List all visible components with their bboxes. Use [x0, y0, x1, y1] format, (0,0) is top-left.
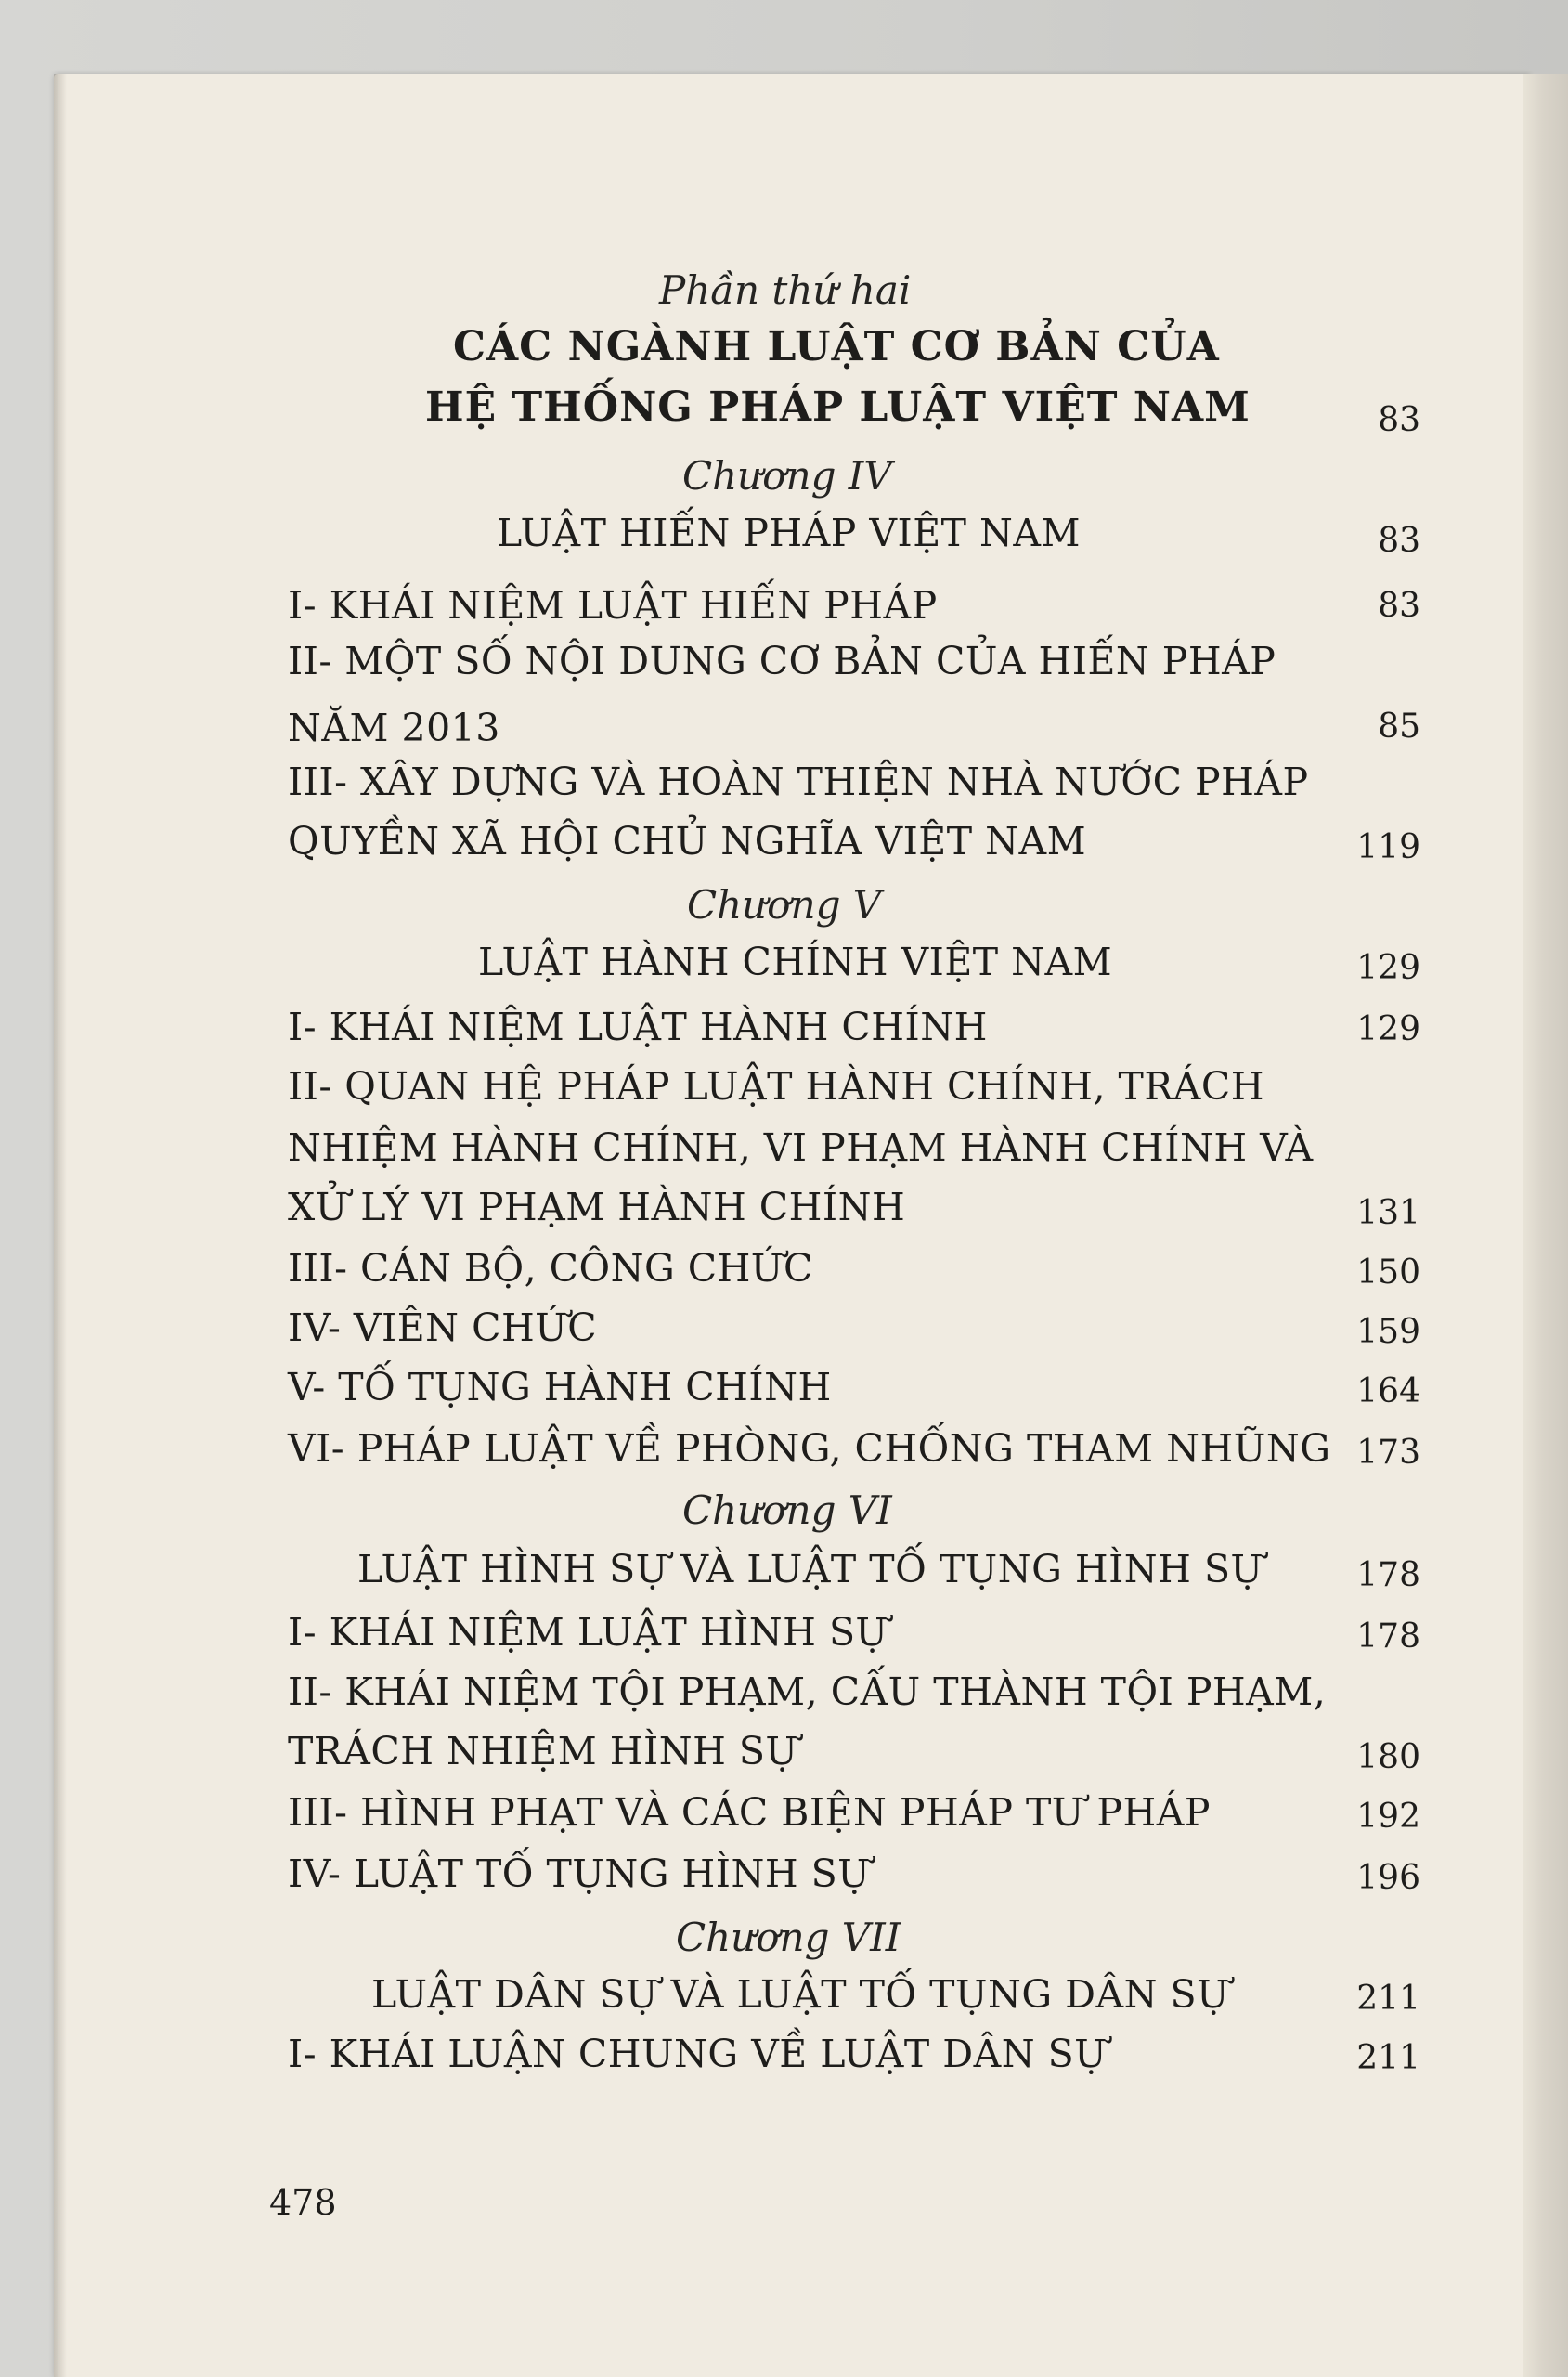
toc-entry-5-2-line-2: NHIỆM HÀNH CHÍNH, VI PHẠM HÀNH CHÍNH VÀ — [288, 1125, 1314, 1170]
toc-entry-5-1-page: 129 — [1356, 1010, 1420, 1048]
toc-entry-6-4: IV- LUẬT TỐ TỤNG HÌNH SỰ — [288, 1851, 871, 1896]
toc-entry-4-3-line-2: QUYỀN XÃ HỘI CHỦ NGHĨA VIỆT NAM — [288, 819, 1087, 864]
toc-entry-5-1: I- KHÁI NIỆM LUẬT HÀNH CHÍNH — [288, 1005, 988, 1049]
toc-entry-5-3: III- CÁN BỘ, CÔNG CHỨC — [288, 1246, 813, 1291]
toc-entry-5-5-page: 164 — [1356, 1372, 1420, 1410]
toc-entry-7-1: I- KHÁI LUẬN CHUNG VỀ LUẬT DÂN SỰ — [288, 2032, 1108, 2076]
page-number: 478 — [269, 2182, 337, 2223]
part-title-line-2: HỆ THỐNG PHÁP LUẬT VIỆT NAM — [425, 383, 1251, 431]
toc-entry-6-2-line-1: II- KHÁI NIỆM TỘI PHẠM, CẤU THÀNH TỘI PHẠM, — [288, 1669, 1327, 1714]
toc-entry-4-2-line-1: II- MỘT SỐ NỘI DUNG CƠ BẢN CỦA HIẾN PHÁP — [288, 639, 1276, 683]
toc-entry-5-6-page: 173 — [1356, 1434, 1420, 1472]
toc-entry-6-3-page: 192 — [1356, 1798, 1420, 1836]
toc-entry-5-2-line-1: II- QUAN HỆ PHÁP LUẬT HÀNH CHÍNH, TRÁCH — [288, 1064, 1265, 1109]
toc-entry-4-2-line-2: NĂM 2013 — [288, 706, 500, 750]
page-edge — [1523, 74, 1568, 2377]
chapter-6-page: 178 — [1356, 1556, 1420, 1594]
toc-entry-6-1-page: 178 — [1356, 1617, 1420, 1656]
toc-entry-4-1: I- KHÁI NIỆM LUẬT HIẾN PHÁP — [288, 583, 938, 628]
toc-entry-5-6: VI- PHÁP LUẬT VỀ PHÒNG, CHỐNG THAM NHŨNG — [288, 1426, 1331, 1471]
chapter-7-page: 211 — [1356, 1980, 1420, 2018]
toc-entry-6-3: III- HÌNH PHẠT VÀ CÁC BIỆN PHÁP TƯ PHÁP — [288, 1790, 1211, 1835]
part-label: Phần thứ hai — [659, 267, 912, 313]
toc-entry-6-2-line-2: TRÁCH NHIỆM HÌNH SỰ — [288, 1729, 798, 1773]
chapter-5-label: Chương V — [687, 882, 882, 928]
part-title-line-1: CÁC NGÀNH LUẬT CƠ BẢN CỦA — [453, 323, 1220, 370]
chapter-4-title: LUẬT HIẾN PHÁP VIỆT NAM — [497, 511, 1081, 555]
toc-entry-6-2-page: 180 — [1356, 1738, 1420, 1776]
toc-entry-7-1-page: 211 — [1356, 2039, 1420, 2077]
page-shadow — [54, 74, 67, 2377]
toc-entry-6-4-page: 196 — [1356, 1859, 1420, 1897]
chapter-7-label: Chương VII — [676, 1915, 901, 1960]
toc-entry-4-2-page: 85 — [1378, 708, 1420, 746]
chapter-7-title: LUẬT DÂN SỰ VÀ LUẬT TỐ TỤNG DÂN SỰ — [371, 1972, 1230, 2017]
part-page-number: 83 — [1378, 401, 1420, 439]
toc-entry-4-3-page: 119 — [1356, 828, 1420, 866]
chapter-5-title: LUẬT HÀNH CHÍNH VIỆT NAM — [478, 940, 1113, 984]
chapter-6-label: Chương VI — [682, 1487, 892, 1533]
toc-entry-5-4: IV- VIÊN CHỨC — [288, 1305, 598, 1350]
toc-entry-5-2-line-3: XỬ LÝ VI PHẠM HÀNH CHÍNH — [288, 1185, 906, 1229]
toc-entry-5-4-page: 159 — [1356, 1313, 1420, 1351]
chapter-6-title: LUẬT HÌNH SỰ VÀ LUẬT TỐ TỤNG HÌNH SỰ — [357, 1547, 1263, 1591]
toc-entry-4-3-line-1: III- XÂY DỰNG VÀ HOÀN THIỆN NHÀ NƯỚC PHÁP — [288, 760, 1309, 804]
chapter-4-page: 83 — [1378, 522, 1420, 560]
toc-entry-6-1: I- KHÁI NIỆM LUẬT HÌNH SỰ — [288, 1610, 888, 1655]
toc-entry-5-2-page: 131 — [1356, 1194, 1420, 1232]
toc-entry-5-5: V- TỐ TỤNG HÀNH CHÍNH — [288, 1365, 832, 1409]
chapter-4-label: Chương IV — [682, 453, 892, 499]
toc-entry-4-1-page: 83 — [1378, 587, 1420, 625]
toc-entry-5-3-page: 150 — [1356, 1253, 1420, 1292]
chapter-5-page: 129 — [1356, 949, 1420, 987]
